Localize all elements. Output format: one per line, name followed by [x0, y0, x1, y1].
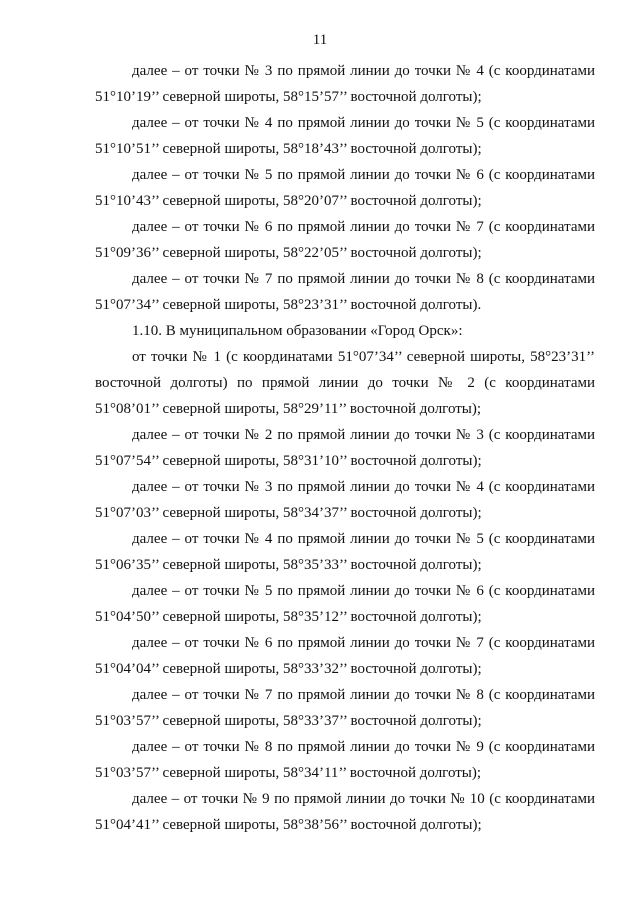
boundary-paragraph-1: далее – от точки № 3 по прямой линии до точки № 4 (с координатами 51°10’19’’ северной широты, 58°15’57’’ восточной долготы);: [95, 63, 595, 105]
section-heading-orsk: 1.10. В муниципальном образовании «Город Орск»:: [132, 323, 463, 339]
boundary-paragraph-4: далее – от точки № 6 по прямой линии до точки № 7 (с координатами 51°09’36’’ северной широты, 58°22’05’’ восточной долготы);: [95, 219, 595, 261]
boundary-paragraph-13: далее – от точки № 8 по прямой линии до точки № 9 (с координатами 51°03’57’’ северной широты, 58°34’11’’ восточной долготы);: [95, 739, 595, 781]
boundary-paragraph-2: далее – от точки № 4 по прямой линии до точки № 5 (с координатами 51°10’51’’ северной широты, 58°18’43’’ восточной долготы);: [95, 115, 595, 157]
boundary-paragraph-5: далее – от точки № 7 по прямой линии до точки № 8 (с координатами 51°07’34’’ северной широты, 58°23’31’’ восточной долготы).: [95, 271, 595, 313]
boundary-paragraph-6: от точки № 1 (с координатами 51°07’34’’ северной широты, 58°23’31’’ восточной долготы) по прямой линии до точки № 2 (с координатами 51°08’01’’ северной широты, 58°29’11’’ восточной долготы);: [95, 349, 595, 417]
page-number: 11: [312, 32, 328, 48]
boundary-paragraph-14: далее – от точки № 9 по прямой линии до точки № 10 (с координатами 51°04’41’’ северной широты, 58°38’56’’ восточной долготы);: [95, 791, 595, 833]
boundary-paragraph-3: далее – от точки № 5 по прямой линии до точки № 6 (с координатами 51°10’43’’ северной широты, 58°20’07’’ восточной долготы);: [95, 167, 595, 209]
boundary-paragraph-12: далее – от точки № 7 по прямой линии до точки № 8 (с координатами 51°03’57’’ северной широты, 58°33’37’’ восточной долготы);: [95, 687, 595, 729]
boundary-paragraph-11: далее – от точки № 6 по прямой линии до точки № 7 (с координатами 51°04’04’’ северной широты, 58°33’32’’ восточной долготы);: [95, 635, 595, 677]
boundary-paragraph-8: далее – от точки № 3 по прямой линии до точки № 4 (с координатами 51°07’03’’ северной широты, 58°34’37’’ восточной долготы);: [95, 479, 595, 521]
boundary-paragraph-7: далее – от точки № 2 по прямой линии до точки № 3 (с координатами 51°07’54’’ северной широты, 58°31’10’’ восточной долготы);: [95, 427, 595, 469]
boundary-paragraph-10: далее – от точки № 5 по прямой линии до точки № 6 (с координатами 51°04’50’’ северной широты, 58°35’12’’ восточной долготы);: [95, 583, 595, 625]
boundary-paragraph-9: далее – от точки № 4 по прямой линии до точки № 5 (с координатами 51°06’35’’ северной широты, 58°35’33’’ восточной долготы);: [95, 531, 595, 573]
document-body: [95, 58, 595, 838]
